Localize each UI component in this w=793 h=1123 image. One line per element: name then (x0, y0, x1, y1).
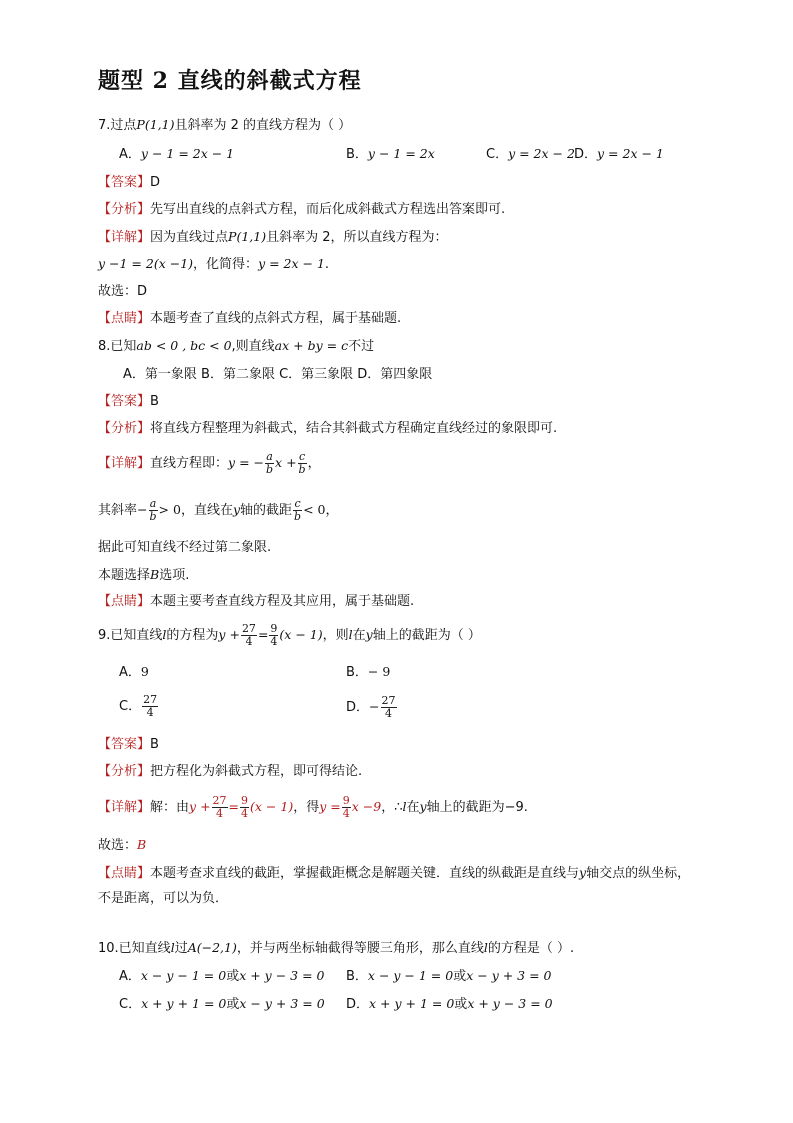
q9-option-c: C． $\frac{27}{4}$ (119, 693, 158, 719)
q7-option-b: B．y − 1 = 2x (346, 146, 435, 162)
q10-option-d: D．x + y + 1 = 0或x + y − 3 = 0 (346, 996, 553, 1012)
q7-option-c: C．y = 2x − 2 (486, 146, 575, 162)
q8-conclude: 据此可知直线不经过第二象限. (98, 540, 272, 555)
q7-analysis: 【分析】先写出直线的点斜式方程，而后化成斜截式方程选出答案即可. (98, 202, 506, 217)
q8-slope: 其斜率− $\frac{a}{b}$ > 0，直线在y轴的截距 $\frac{c}{b}$ < 0， (98, 497, 339, 523)
q10-option-c: C．x + y + 1 = 0或x − y + 3 = 0 (119, 996, 325, 1012)
q10-option-a: A．x − y − 1 = 0或x + y − 3 = 0 (119, 968, 325, 984)
q9-comment: 【点睛】本题考查求直线的截距，掌握截距概念是解题关键．直线的纵截距是直线与y轴交点的纵坐标， (98, 865, 691, 881)
q7-option-d: D．y = 2x − 1 (574, 146, 664, 162)
q7-answer: 【答案】D (98, 175, 161, 190)
q9-analysis: 【分析】把方程化为斜截式方程，即可得结论. (98, 764, 363, 779)
q8-answer: 【答案】B (98, 394, 159, 409)
q8-stem: 8.已知ab < 0 , bc < 0,则直线ax + by = c不过 (98, 338, 375, 354)
q10-stem: 10.已知直线l过A(−2,1)，并与两坐标轴截得等腰三角形，那么直线l的方程是（ ）. (98, 940, 575, 956)
q9-comment-cont: 不是距离，可以为负． (98, 891, 229, 906)
q7-stem: 7.过点P(1,1)且斜率为 2 的直线方程为（ ） (98, 117, 352, 133)
q9-choose: 故选：B (98, 837, 147, 853)
q8-detail: 【详解】直线方程即：y = − $\frac{a}{b}$ x + $\frac{c}{b}$ ， (98, 450, 321, 476)
q9-detail: 【详解】解：由y + $\frac{27}{4}$ = $\frac{9}{4}$ (x − 1)，得y = $\frac{9}{4}$ x −9，∴l在y轴上的截距为−9. (98, 794, 528, 820)
q8-analysis: 【分析】将直线方程整理为斜截式，结合其斜截式方程确定直线经过的象限即可. (98, 421, 558, 436)
q9-option-d: D．− $\frac{27}{4}$ (346, 694, 396, 720)
q9-stem: 9.已知直线l的方程为y + $\frac{27}{4}$ = $\frac{9}{4}$ (x − 1)，则l在y轴上的截距为（ ） (98, 622, 481, 648)
q7-equation: y −1 = 2(x −1)，化简得：y = 2x − 1. (98, 256, 330, 272)
q9-answer: 【答案】B (98, 737, 159, 752)
q9-option-b: B．− 9 (346, 664, 391, 680)
q9-option-a: A．9 (119, 664, 149, 680)
q7-detail: 【详解】因为直线过点P(1,1)且斜率为 2，所以直线方程为： (98, 229, 448, 245)
page-title: 题型 2 直线的斜截式方程 (98, 68, 362, 94)
q8-comment: 【点睛】本题主要考查直线方程及其应用，属于基础题. (98, 594, 415, 609)
q7-choose: 故选：D (98, 284, 148, 299)
q8-options: A．第一象限 B．第二象限 C．第三象限 D．第四象限 (123, 367, 433, 382)
q8-choose: 本题选择B选项. (98, 567, 190, 583)
q7-comment: 【点睛】本题考查了直线的点斜式方程，属于基础题. (98, 311, 402, 326)
q10-option-b: B．x − y − 1 = 0或x − y + 3 = 0 (346, 968, 552, 984)
q7-option-a: A．y − 1 = 2x − 1 (119, 146, 235, 162)
